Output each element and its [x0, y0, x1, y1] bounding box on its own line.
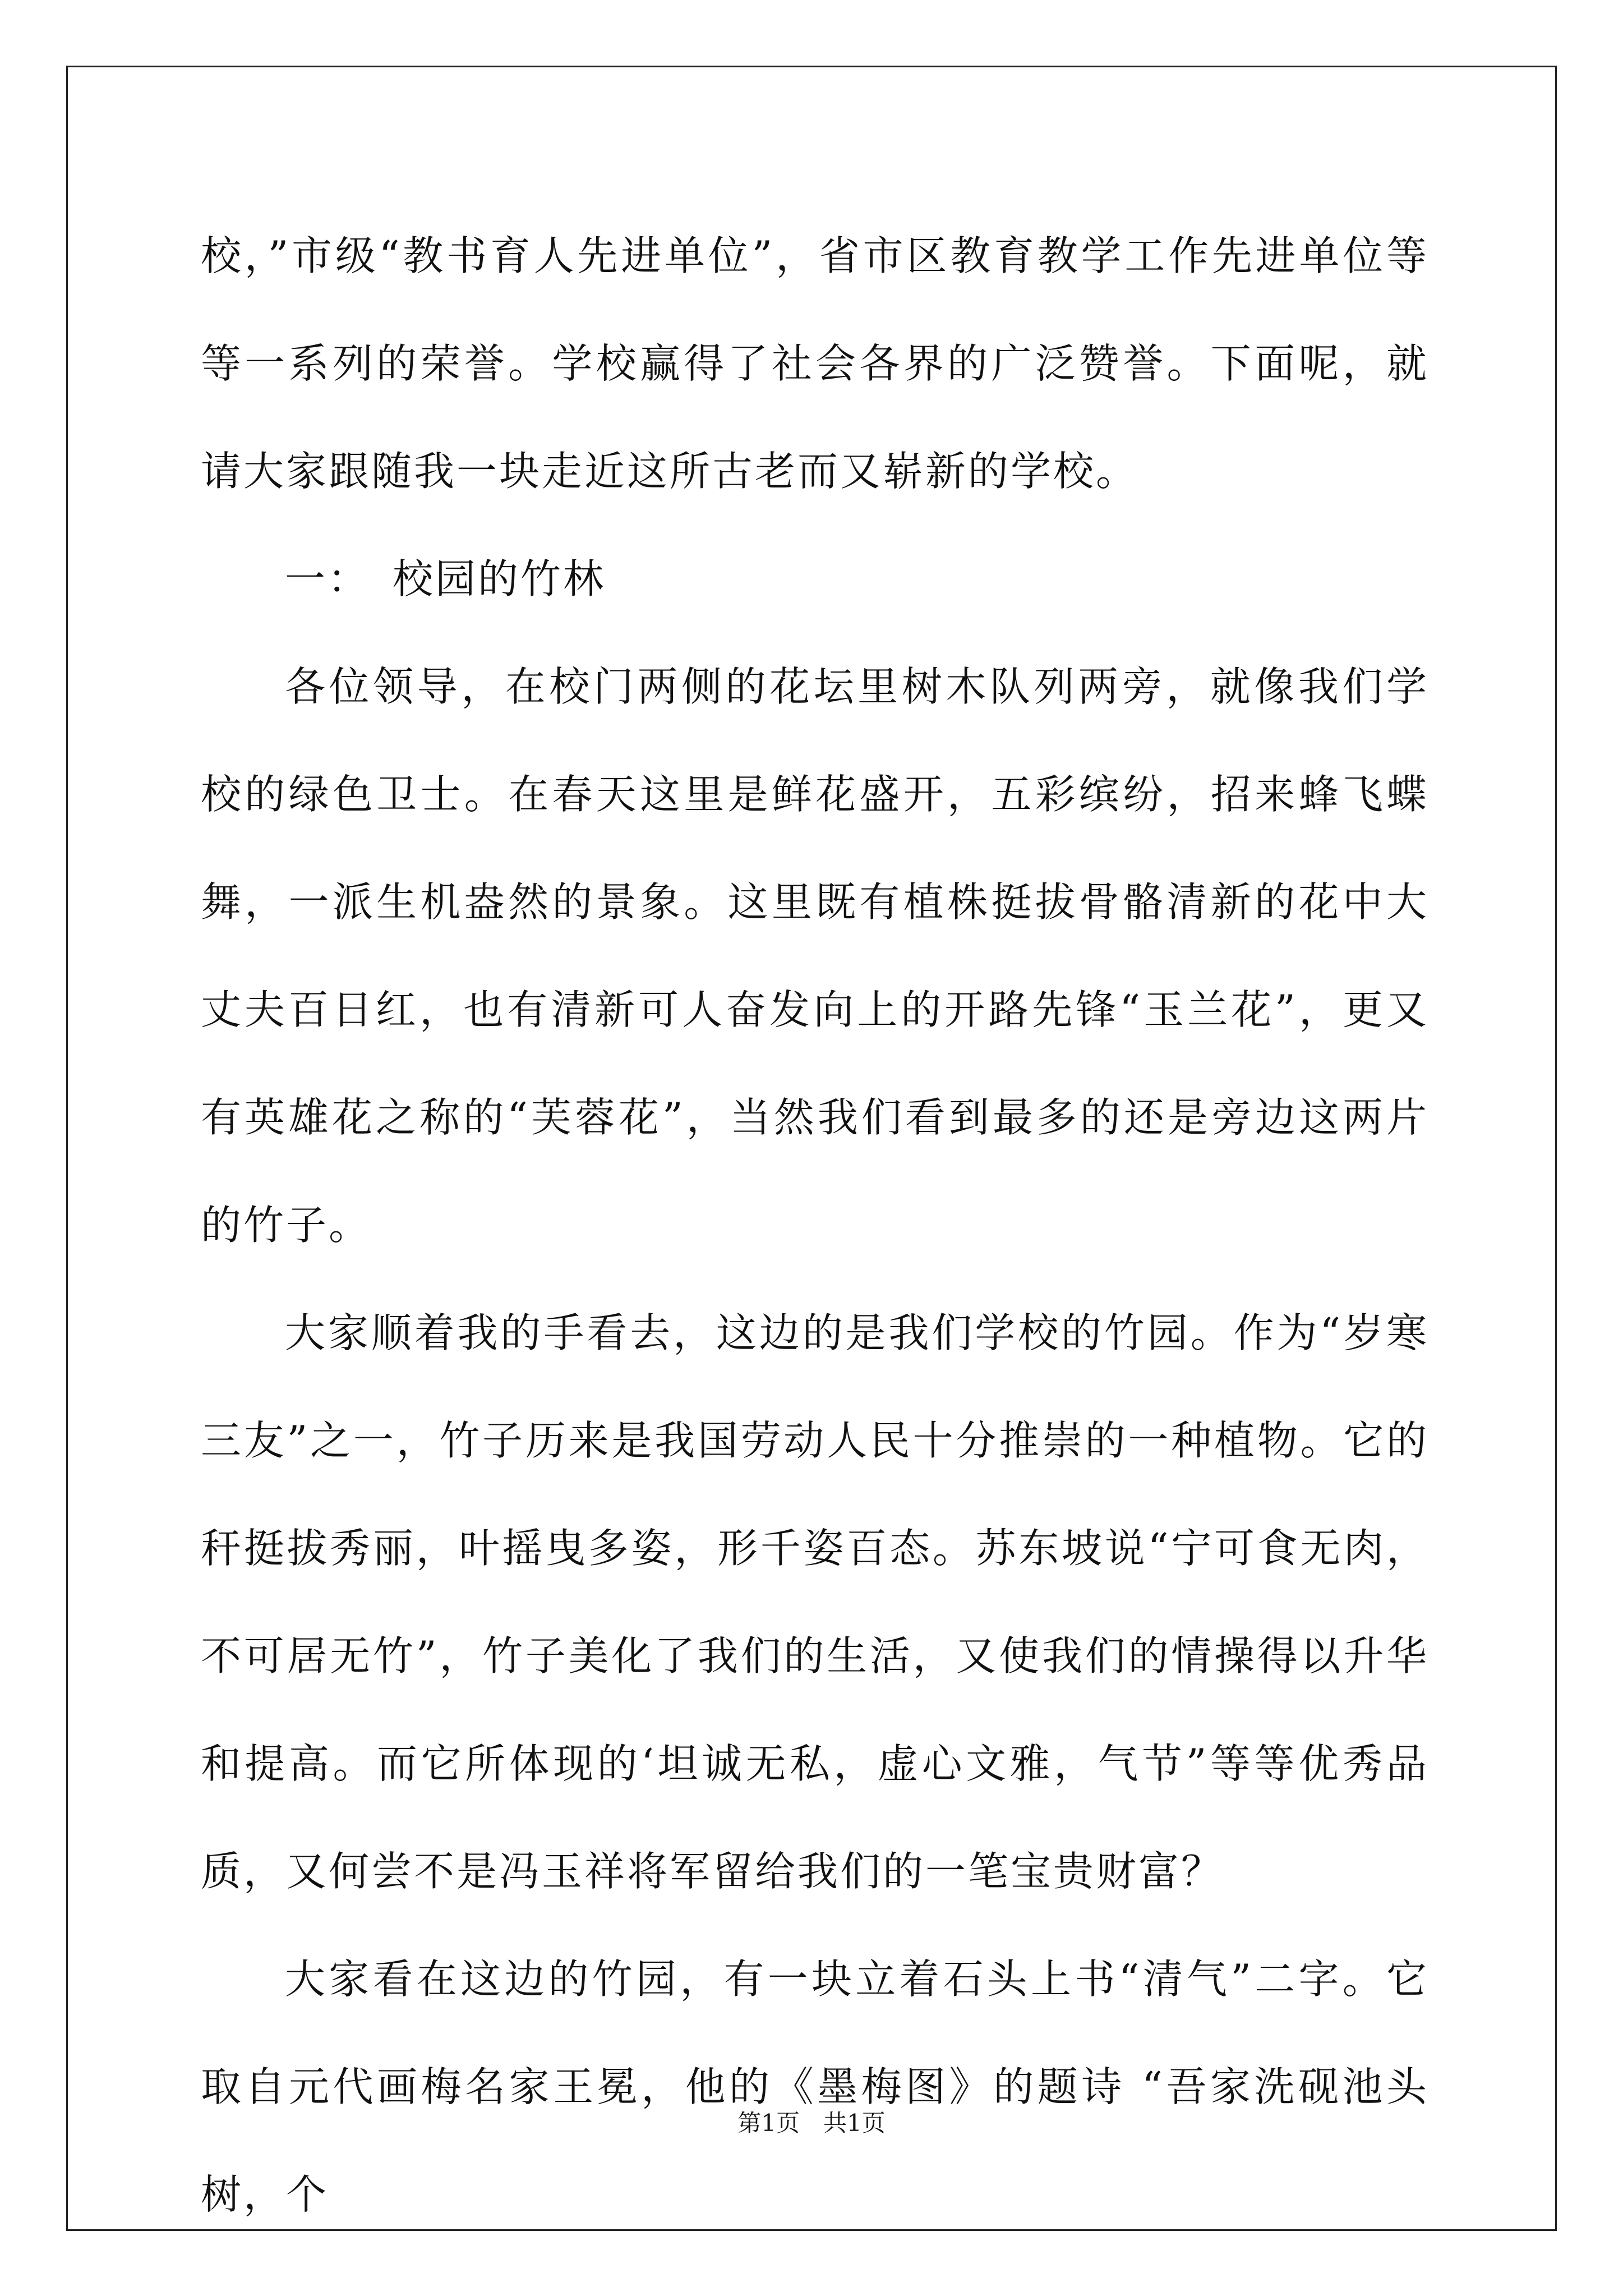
paragraph-intro-continued: 校，”市级“教书育人先进单位”，省市区教育教学工作先进单位等等一系列的荣誉。学校赢得了社会各界的广泛赞誉。下面呢，就请大家跟随我一块走近这所古老而又崭新的学校。 [201, 232, 1429, 495]
section-heading-bamboo-garden: 一： 校园的竹林 [285, 555, 606, 602]
paragraph-flower-beds: 各位领导，在校门两侧的花坛里树木队列两旁，就像我们学校的绿色卫士。在春天这里是鲜花盛开，五彩缤纷，招来蜂飞蝶舞，一派生机盎然的景象。这里既有植株挺拔骨骼清新的花中大丈夫百日红，也有清新可人奋发向上的开路先锋“玉兰花”，更又有英雄花之称的“芙蓉花”，当然我们看到最多的还是旁边这两片的竹子。 [201, 663, 1429, 1249]
document-body [201, 202, 1429, 2248]
paragraph-qingqi-stone: 大家看在这边的竹园，有一块立着石头上书“清气”二字。它取自元代画梅名家王冕，他的《墨梅图》的题诗 “吾家洗砚池头树，个 [201, 1955, 1429, 2218]
paragraph-bamboo-garden: 大家顺着我的手看去，这边的是我们学校的竹园。作为“岁寒三友”之一，竹子历来是我国劳动人民十分推崇的一种植物。它的秆挺拔秀丽，叶摇曳多姿，形千姿百态。苏东坡说“宁可食无肉，不可居无竹”，竹子美化了我们的生活，又使我们的情操得以升华和提高。而它所体现的‘坦诚无私，虚心文雅，气节”等等优秀品质，又何尝不是冯玉祥将军留给我们的一笔宝贵财富？ [201, 1309, 1429, 1895]
page-number-footer: 第1页 共1页 [737, 2109, 886, 2137]
